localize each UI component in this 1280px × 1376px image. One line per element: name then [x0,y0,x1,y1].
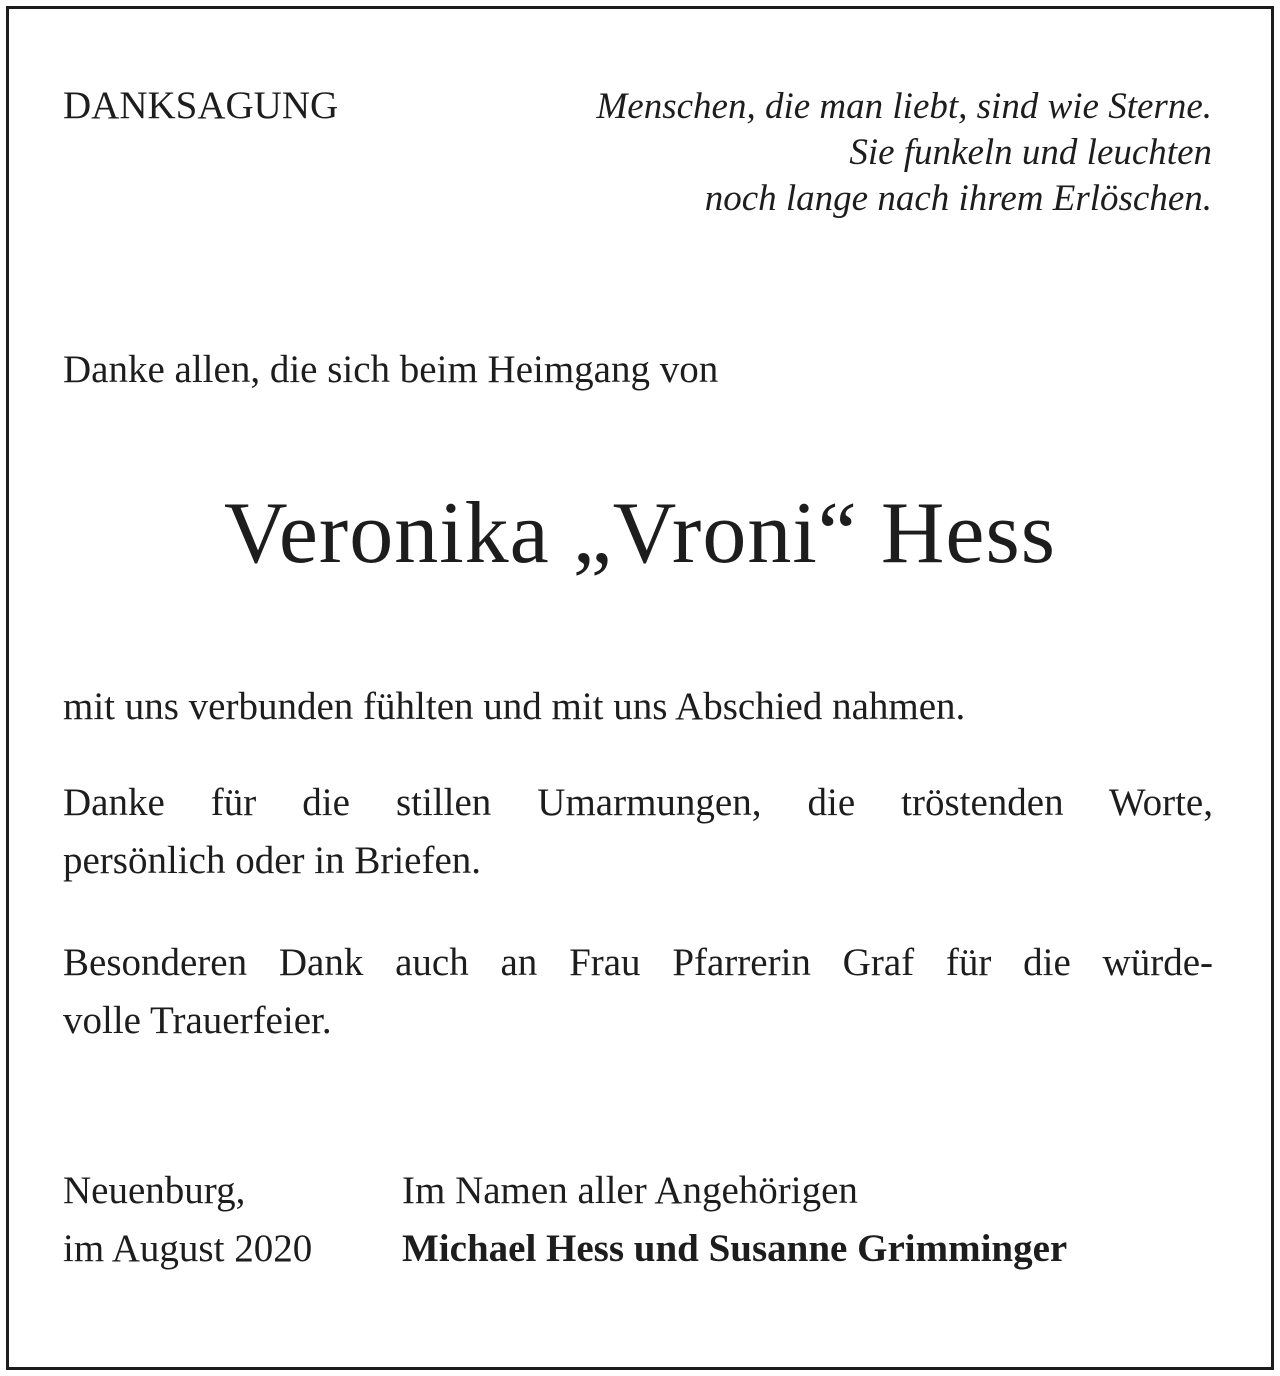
paragraph-line: Danke für die stillen Umarmungen, die tröstenden Worte, [63,781,1213,824]
paragraph-2 [63,774,1213,890]
place-date [63,1162,312,1278]
paragraph-line: volle Trauerfeier. [63,999,332,1042]
signature-block [402,1162,1067,1278]
quote-line: noch lange nach ihrem Erlöschen. [704,178,1212,219]
paragraph-3 [63,934,1213,1050]
quote-block [596,84,1212,222]
quote-line: Sie funkeln und leuchten [849,132,1212,173]
signature-names: Michael Hess und Susanne Grimminger [402,1227,1068,1270]
place-line: Neuenburg, [63,1169,246,1212]
quote-line: Menschen, die man liebt, sind wie Sterne. [596,86,1212,127]
notice-heading: DANKSAGUNG [63,84,339,127]
paragraph-line: Besonderen Dank auch an Frau Pfarrerin Graf für die würde- [63,941,1213,984]
date-line: im August 2020 [63,1227,313,1270]
paragraph-1: mit uns verbunden fühlten und mit uns Abschied nahmen. [63,685,966,728]
intro-text: Danke allen, die sich beim Heimgang von [63,348,719,391]
deceased-name: Veronika „Vroni“ Hess [224,485,1056,582]
paragraph-line: persönlich oder in Briefen. [63,839,482,882]
signature-intro: Im Namen aller Angehörigen [402,1169,858,1212]
